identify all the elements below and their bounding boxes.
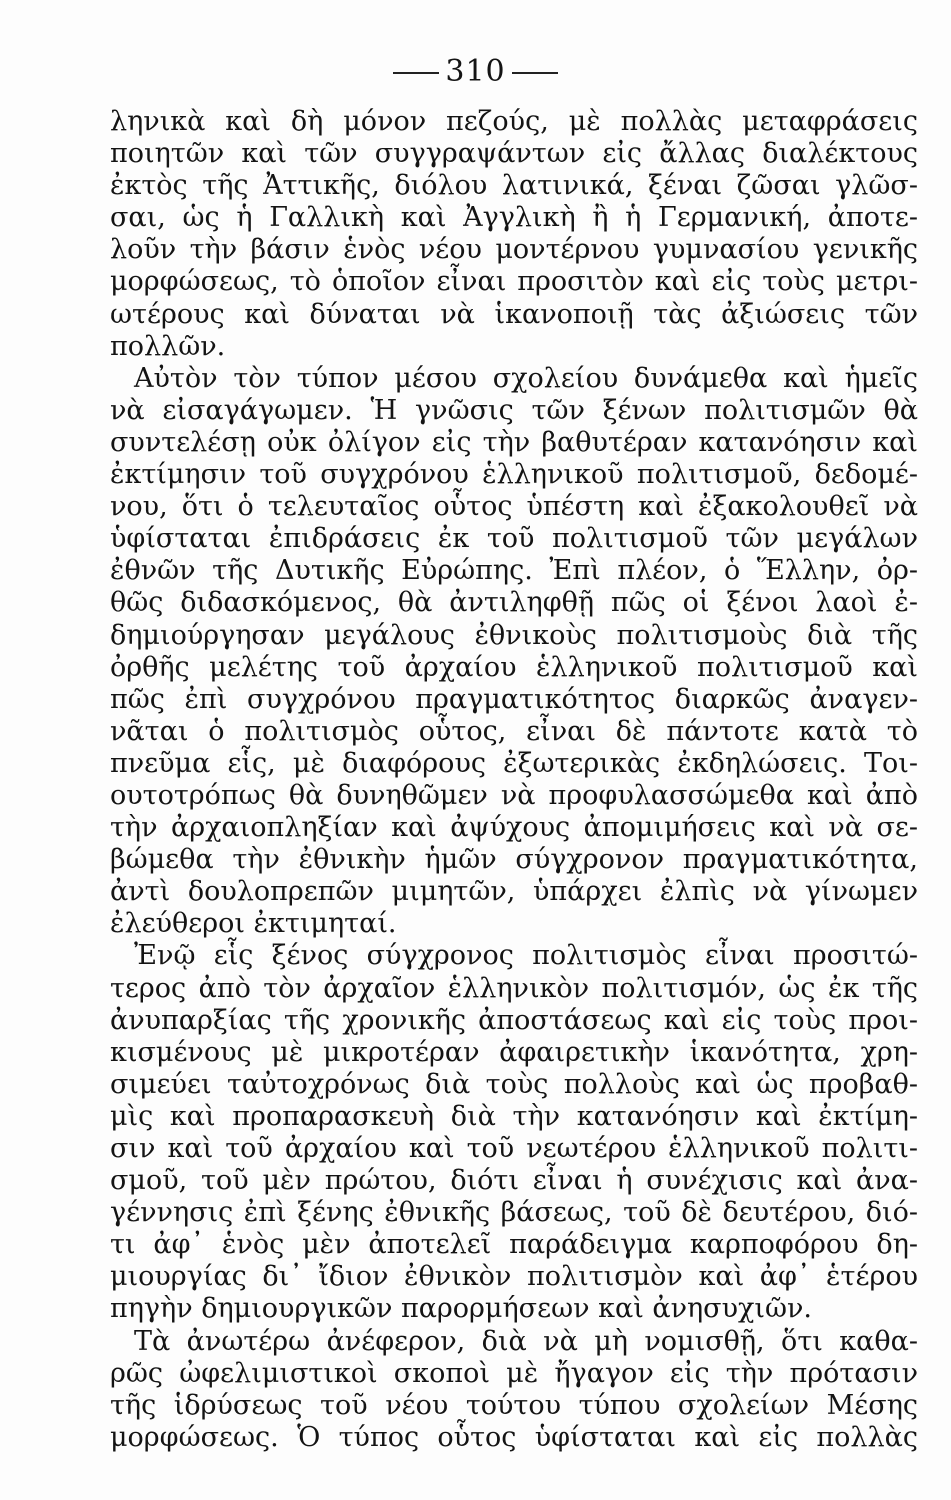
text-line: νᾶται ὁ πολιτισμὸς οὗτος, εἶναι δὲ πάντοτε κατὰ τὸ bbox=[110, 715, 918, 747]
text-line: γέννησις ἐπὶ ξένης ἐθνικῆς βάσεως, τοῦ δὲ δευτέρου, διό- bbox=[110, 1197, 918, 1229]
text-line: ἐθνῶν τῆς Δυτικῆς Εὐρώπης. Ἐπὶ πλέον, ὁ Ἕλλην, ὀρ- bbox=[110, 555, 918, 587]
text-line: Ἐνῷ εἷς ξένος σύγχρονος πολιτισμὸς εἶναι προσιτώ- bbox=[134, 940, 918, 972]
text-line: ἐκτίμησιν τοῦ συγχρόνου ἑλληνικοῦ πολιτισμοῦ, δεδομέ- bbox=[110, 459, 918, 491]
body-text bbox=[110, 106, 918, 1454]
text-line: Τὰ ἀνωτέρω ἀνέφερον, διὰ νὰ μὴ νομισθῇ, ὅτι καθα- bbox=[134, 1325, 918, 1357]
text-line: ἐλεύθεροι ἐκτιμηταί. bbox=[110, 908, 397, 940]
text-line: μιουργίας δι᾽ ἴδιον ἐθνικὸν πολιτισμὸν καὶ ἀφ᾽ ἑτέρου bbox=[110, 1261, 918, 1293]
text-line: ὀρθῆς μελέτης τοῦ ἀρχαίου ἑλληνικοῦ πολιτισμοῦ καὶ bbox=[110, 651, 918, 683]
paragraph bbox=[110, 940, 918, 1325]
text-line: θῶς διδασκόμενος, θὰ ἀντιληφθῇ πῶς οἱ ξένοι λαοὶ ἐ- bbox=[110, 587, 918, 619]
text-line: δημιούργησαν μεγάλους ἐθνικοὺς πολιτισμοὺς διὰ τῆς bbox=[110, 619, 918, 651]
text-line: σιν καὶ τοῦ ἀρχαίου καὶ τοῦ νεωτέρου ἑλληνικοῦ πολιτι- bbox=[110, 1133, 918, 1164]
text-line: τερος ἀπὸ τὸν ἀρχαῖον ἑλληνικὸν πολιτισμόν, ὡς ἐκ τῆς bbox=[110, 972, 918, 1004]
text-line: ἀνυπαρξίας τῆς χρονικῆς ἀποστάσεως καὶ εἰς τοὺς προι- bbox=[110, 1004, 918, 1036]
text-line: ποιητῶν καὶ τῶν συγγραψάντων εἰς ἄλλας διαλέκτους bbox=[110, 138, 918, 170]
text-line: ὑφίσταται ἐπιδράσεις ἐκ τοῦ πολιτισμοῦ τῶν μεγάλων bbox=[110, 523, 918, 555]
text-line: νου, ὅτι ὁ τελευταῖος οὗτος ὑπέστη καὶ ἐξακολουθεῖ νὰ bbox=[110, 491, 918, 523]
text-line: πολλῶν. bbox=[110, 330, 226, 362]
text-line: ουτοτρόπως θὰ δυνηθῶμεν νὰ προφυλασσώμεθα καὶ ἀπὸ bbox=[110, 779, 918, 811]
text-line: σαι, ὡς ἡ Γαλλικὴ καὶ Ἀγγλικὴ ἢ ἡ Γερμανική, ἀποτε- bbox=[110, 202, 918, 234]
paragraph bbox=[110, 363, 918, 941]
text-line: ληνικὰ καὶ δὴ μόνον πεζούς, μὲ πολλὰς μεταφράσεις bbox=[110, 106, 918, 137]
text-line: μὶς καὶ προπαρασκευὴ διὰ τὴν κατανόησιν καὶ ἐκτίμη- bbox=[110, 1100, 918, 1132]
paragraph bbox=[110, 106, 918, 363]
text-line: λοῦν τὴν βάσιν ἑνὸς νέου μοντέρνου γυμνασίου γενικῆς bbox=[110, 234, 918, 266]
text-line: ρῶς ὠφελιμιστικοὶ σκοποὶ μὲ ἤγαγον εἰς τὴν πρότασιν bbox=[110, 1357, 918, 1389]
text-line: Αὐτὸν τὸν τύπον μέσου σχολείου δυνάμεθα καὶ ἡμεῖς bbox=[134, 362, 918, 394]
text-line: τὴν ἀρχαιοπληξίαν καὶ ἀψύχους ἀπομιμήσεις καὶ νὰ σε- bbox=[110, 812, 918, 844]
page-number-header bbox=[0, 52, 951, 92]
text-line: ωτέρους καὶ δύναται νὰ ἱκανοποιῇ τὰς ἀξιώσεις τῶν bbox=[110, 298, 918, 330]
text-line: ἐκτὸς τῆς Ἀττικῆς, διόλου λατινικά, ξέναι ζῶσαι γλῶσ- bbox=[110, 170, 918, 202]
text-line: συντελέσῃ οὐκ ὀλίγον εἰς τὴν βαθυτέραν κατανόησιν καὶ bbox=[110, 426, 918, 458]
text-line: κισμένους μὲ μικροτέραν ἀφαιρετικὴν ἱκανότητα, χρη- bbox=[110, 1036, 918, 1068]
text-line: νὰ εἰσαγάγωμεν. Ἡ γνῶσις τῶν ξένων πολιτισμῶν θὰ bbox=[110, 394, 918, 426]
text-line: μορφώσεως. Ὁ τύπος οὗτος ὑφίσταται καὶ εἰς πολλὰς bbox=[110, 1421, 918, 1453]
paragraph bbox=[110, 1326, 918, 1454]
text-line: πηγὴν δημιουργικῶν παρορμήσεων καὶ ἀνησυχιῶν. bbox=[110, 1293, 812, 1325]
text-line: μορφώσεως, τὸ ὁποῖον εἶναι προσιτὸν καὶ εἰς τοὺς μετρι- bbox=[110, 266, 918, 298]
page-number: 310 bbox=[445, 54, 506, 89]
text-line: πῶς ἐπὶ συγχρόνου πραγματικότητος διαρκῶς ἀναγεν- bbox=[110, 683, 918, 715]
text-line: σιμεύει ταὐτοχρόνως διὰ τοὺς πολλοὺς καὶ ὡς προβαθ- bbox=[110, 1068, 918, 1100]
text-line: πνεῦμα εἷς, μὲ διαφόρους ἐξωτερικὰς ἐκδηλώσεις. Τοι- bbox=[110, 747, 918, 779]
text-line: βώμεθα τὴν ἐθνικὴν ἡμῶν σύγχρονον πραγματικότητα, bbox=[110, 844, 918, 876]
text-line: τῆς ἱδρύσεως τοῦ νέου τούτου τύπου σχολείων Μέσης bbox=[110, 1389, 918, 1421]
text-line: ἀντὶ δουλοπρεπῶν μιμητῶν, ὑπάρχει ἐλπὶς νὰ γίνωμεν bbox=[110, 876, 918, 908]
text-line: τι ἀφ᾽ ἑνὸς μὲν ἀποτελεῖ παράδειγμα καρποφόρου δη- bbox=[110, 1229, 918, 1261]
page-number-dash-right bbox=[512, 72, 558, 74]
page-number-dash-left bbox=[393, 72, 439, 74]
text-line: σμοῦ, τοῦ μὲν πρώτου, διότι εἶναι ἡ συνέχισις καὶ ἀνα- bbox=[110, 1165, 918, 1197]
